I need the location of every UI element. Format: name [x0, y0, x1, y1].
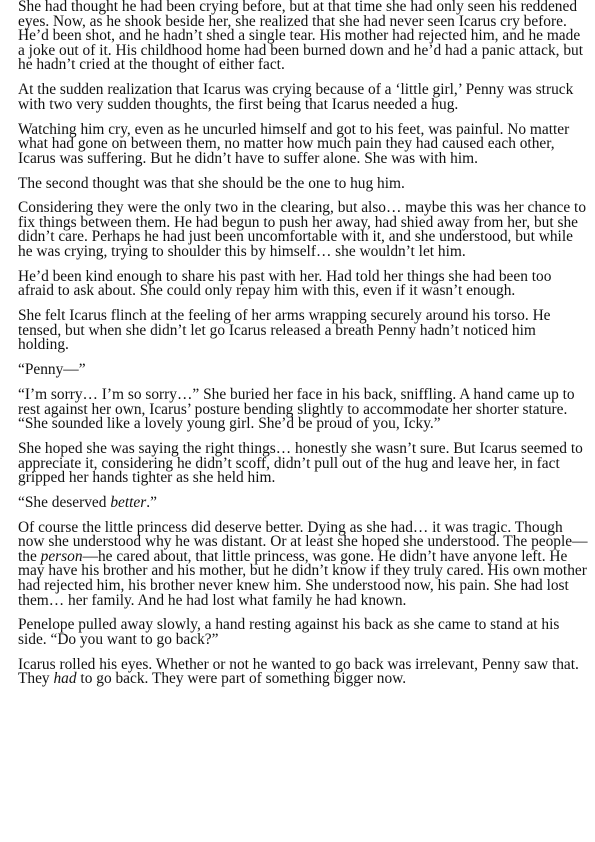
paragraph-text: He’d been kind enough to share his past with her. Had told her things she had been too afraid to ask about. She could only repay him with this, even if it wasn’t enough. [18, 267, 552, 300]
paragraph [18, 655, 588, 688]
paragraph-text: She hoped she was saying the right things… honestly she wasn’t sure. But Icarus seemed to appreciate it, considering he didn’t scoff, didn’t pull out of the hug and leave her, in fact gripped her hands tighter as she held him. [18, 439, 583, 487]
paragraph [18, 201, 588, 259]
paragraph [18, 120, 588, 167]
paragraph [18, 83, 588, 112]
paragraph [18, 174, 588, 192]
paragraph [18, 439, 588, 487]
paragraph [18, 385, 588, 433]
paragraph [18, 267, 588, 300]
paragraph-text: .” [146, 493, 157, 511]
italic-text: person [40, 547, 83, 565]
paragraph [18, 493, 588, 511]
paragraph-text: At the sudden realization that Icarus was crying because of a ‘little girl,’ Penny was struck with two very sudden thoughts, the first being that Icarus needed a hug. [18, 81, 574, 113]
paragraph [18, 618, 588, 647]
paragraph-text: “She deserved [18, 493, 111, 511]
paragraph-text: She had thought he had been crying before, but at that time she had only seen his reddened eyes. Now, as he shook beside her, she realized that she had never seen Icarus cry before. He’d been shot, and he hadn’t shed a single tear. His mother had rejected him, and he made a joke out of it. His childhood home had been burned down and he’d had a panic attack, but he hadn’t cried at the thought of either fact. [18, 0, 584, 74]
paragraph-text: Watching him cry, even as he uncurled himself and got to his feet, was painful. No matter what had gone on between them, no matter how much pain they had caused each other, Icarus was suffering. But he didn’t have to suffer alone. She was with him. [18, 120, 570, 167]
paragraph-text: She felt Icarus flinch at the feeling of her arms wrapping securely around his torso. He tensed, but when she didn’t let go Icarus released a breath Penny hadn’t noticed him holding. [18, 307, 551, 354]
paragraph-text: —he cared about, that little princess, was gone. He didn’t have anyone left. He may have his brother and his mother, but he didn’t know if they truly cared. His own mother had rejected him, his brother never knew him. She understood now, his pain. She had lost them… her family. And he had lost what family he had known. [18, 547, 587, 609]
paragraph [18, 309, 588, 353]
paragraph-text: “Penny—” [18, 361, 86, 379]
paragraph [18, 518, 588, 609]
paragraph-text: to go back. They were part of something bigger now. [76, 670, 407, 688]
italic-text: better [110, 493, 147, 511]
paragraph-text: Considering they were the only two in the clearing, but also… maybe this was her chance to fix things between them. He had begun to push her away, had shied away from her, but she didn’t care. Perhaps he had just been uncomfortable with it, and she understood, but while he was crying, trying to shoulder this by himself… she wouldn’t let him. [18, 199, 587, 261]
paragraph-text: Penelope pulled away slowly, a hand resting against his back as she came to stand at his side. “Do you want to go back?” [18, 616, 560, 649]
italic-text: had [53, 670, 77, 688]
story-text [18, 0, 588, 697]
paragraph [18, 363, 588, 378]
paragraph-text: Of course the little princess did deserve better. Dying as she had… it was tragic. Though now she understood why he was distant. Or at least she hoped she understood. The people—the [18, 518, 588, 565]
paragraph-text: “I’m sorry… I’m so sorry…” She buried her face in his back, sniffling. A hand came up to rest against her own, Icarus’ posture bending slightly to accommodate her shorter stature. “She sounded like a lovely young girl. She’d be proud of you, Icky.” [18, 385, 575, 433]
paragraph [18, 0, 588, 73]
paragraph-text: Icarus rolled his eyes. Whether or not he wanted to go back was irrelevant, Penny saw that. They [18, 655, 579, 688]
paragraph-text: The second thought was that she should be the one to hug him. [18, 174, 405, 192]
